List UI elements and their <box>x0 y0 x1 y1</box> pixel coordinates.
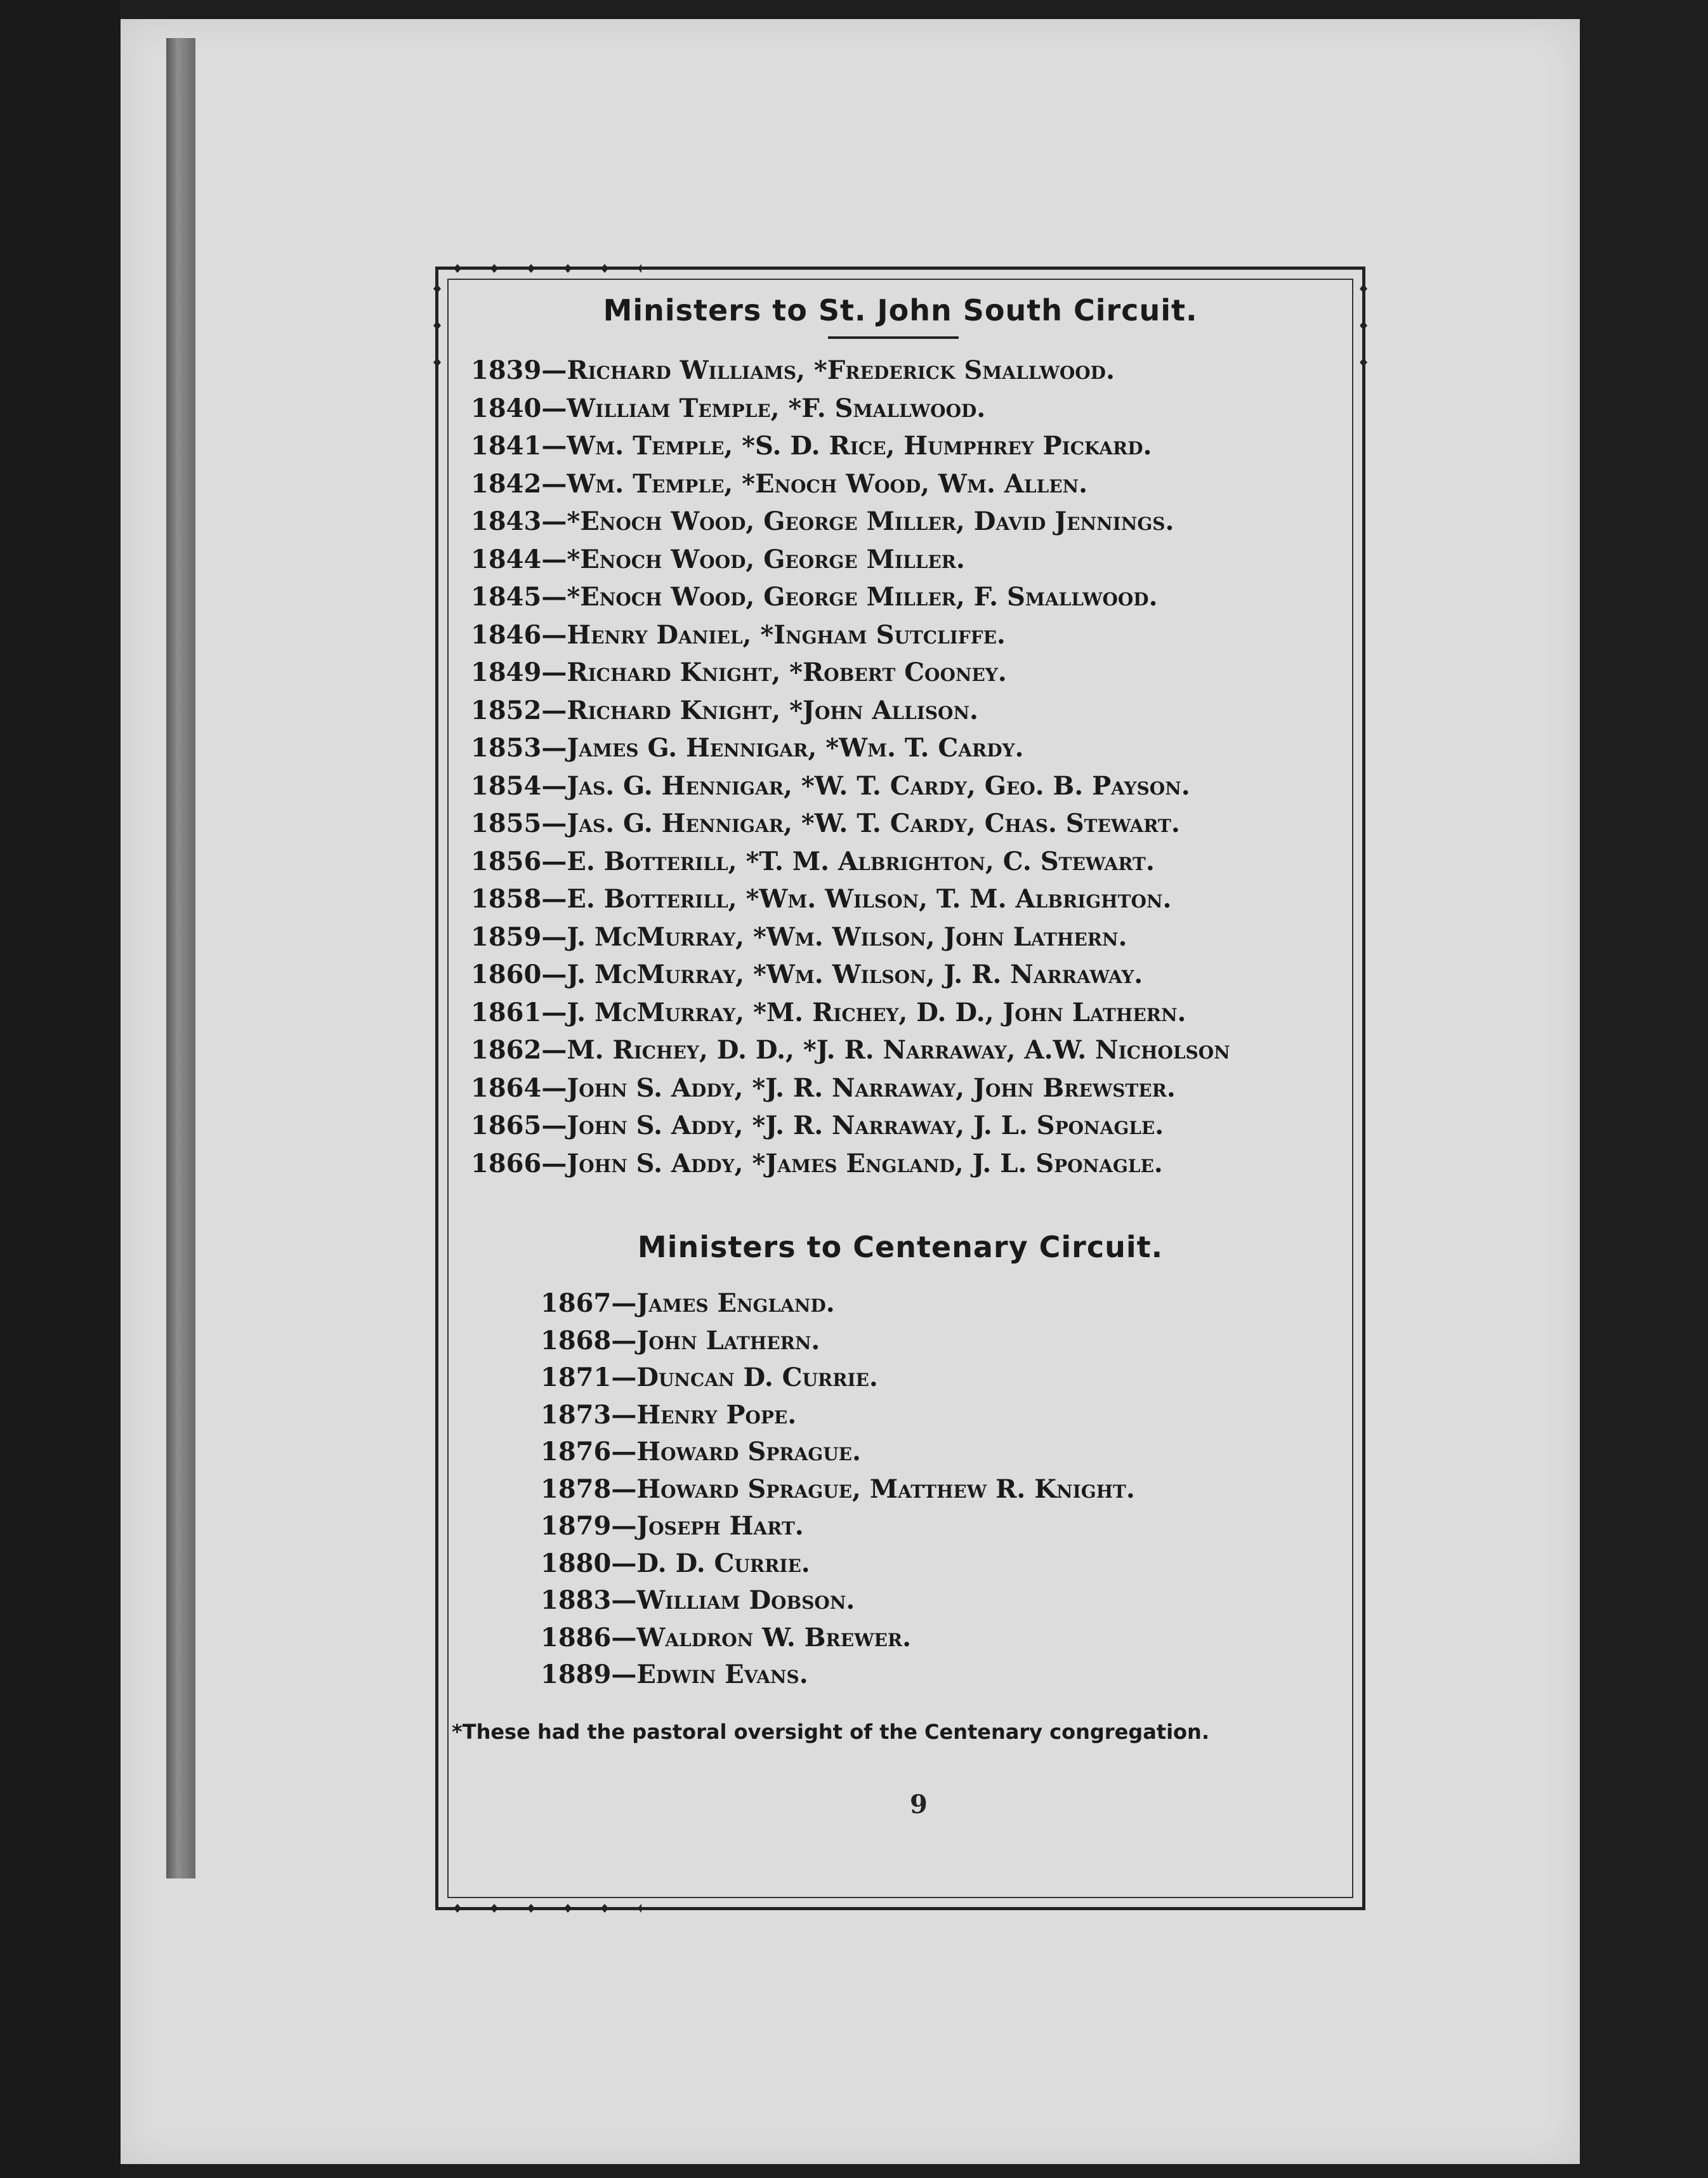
entry-dash: — <box>541 544 567 574</box>
entry-dash: — <box>541 997 567 1027</box>
minister-entry <box>471 808 1180 838</box>
entry-names: J. McMurray, *M. Richey, D. D., John Lathern. <box>567 997 1186 1027</box>
entry-year: 1880 <box>541 1548 612 1578</box>
entry-dash: — <box>541 808 567 838</box>
entry-dash: — <box>541 657 567 687</box>
entry-dash: — <box>541 1035 567 1065</box>
entry-dash: — <box>611 1585 637 1615</box>
entry-dash: — <box>541 733 567 763</box>
entry-names: John S. Addy, *James England, J. L. Sponagle. <box>567 1148 1163 1178</box>
entry-names: Waldron W. Brewer. <box>636 1622 912 1653</box>
entry-names: William Temple, *F. Smallwood. <box>567 393 986 423</box>
minister-entry <box>471 582 1158 612</box>
entry-year: 1841 <box>471 431 542 461</box>
entry-year: 1889 <box>541 1660 612 1689</box>
entry-year: 1843 <box>471 506 542 536</box>
entry-dash: — <box>541 619 567 650</box>
minister-entry <box>471 960 1143 989</box>
centenary-circuit-title: Ministers to Centenary Circuit. <box>637 1230 1164 1264</box>
scan-edge <box>0 0 121 2178</box>
entry-names: James England. <box>636 1288 835 1318</box>
entry-names: Henry Daniel, *Ingham Sutcliffe. <box>567 619 1006 650</box>
entry-names: E. Botterill, *T. M. Albrighton, C. Stewart. <box>567 846 1155 876</box>
entry-year: 1868 <box>541 1325 612 1356</box>
entry-year: 1855 <box>471 808 542 838</box>
minister-entry <box>541 1548 810 1578</box>
entry-year: 1839 <box>471 355 542 385</box>
entry-dash: — <box>611 1288 637 1318</box>
entry-dash: — <box>541 1111 567 1140</box>
entry-names: M. Richey, D. D., *J. R. Narraway, A.W. Nicholson <box>567 1035 1230 1065</box>
entry-year: 1861 <box>471 997 542 1027</box>
entry-year: 1856 <box>471 846 542 876</box>
entry-year: 1876 <box>541 1437 612 1467</box>
entry-dash: — <box>611 1660 637 1689</box>
entry-dash: — <box>541 960 567 989</box>
entry-names: Richard Williams, *Frederick Smallwood. <box>567 355 1115 385</box>
entry-dash: — <box>611 1548 637 1578</box>
south-circuit-title: Ministers to St. John South Circuit. <box>603 293 1198 327</box>
minister-entry <box>471 922 1127 952</box>
border-ornament-bottom <box>451 1904 641 1913</box>
entry-year: 1846 <box>471 619 542 650</box>
entry-year: 1878 <box>541 1474 612 1504</box>
entry-year: 1858 <box>471 884 542 914</box>
minister-entry <box>471 1149 1163 1178</box>
entry-names: John S. Addy, *J. R. Narraway, John Brewster. <box>567 1072 1176 1103</box>
minister-entry <box>541 1363 878 1392</box>
minister-entry <box>541 1437 861 1467</box>
entry-names: J. McMurray, *Wm. Wilson, John Lathern. <box>567 921 1127 952</box>
entry-names: John Lathern. <box>636 1325 820 1356</box>
entry-dash: — <box>541 770 567 801</box>
minister-entry <box>471 355 1115 385</box>
entry-names: Duncan D. Currie. <box>636 1363 878 1392</box>
binding-shadow <box>166 38 195 1878</box>
entry-names: William Dobson. <box>636 1585 855 1615</box>
entry-dash: — <box>611 1325 637 1356</box>
minister-entry <box>471 620 1006 650</box>
entry-names: Howard Sprague. <box>636 1437 861 1467</box>
entry-names: John S. Addy, *J. R. Narraway, J. L. Sponagle. <box>567 1111 1164 1140</box>
entry-names: *Enoch Wood, George Miller, David Jennings. <box>567 506 1174 536</box>
entry-names: Wm. Temple, *Enoch Wood, Wm. Allen. <box>567 468 1088 499</box>
minister-entry <box>471 733 1023 763</box>
entry-year: 1845 <box>471 582 542 612</box>
minister-entry <box>471 544 965 574</box>
entry-dash: — <box>541 506 567 536</box>
minister-entry <box>471 469 1087 499</box>
minister-entry <box>471 847 1155 876</box>
minister-entry <box>471 431 1152 461</box>
minister-entry <box>471 393 985 423</box>
entry-year: 1860 <box>471 960 542 989</box>
entry-dash: — <box>541 846 567 876</box>
entry-names: Richard Knight, *Robert Cooney. <box>567 657 1007 687</box>
entry-names: Wm. Temple, *S. D. Rice, Humphrey Pickard. <box>567 431 1152 461</box>
entry-year: 1859 <box>471 921 542 952</box>
entry-dash: — <box>611 1437 637 1467</box>
entry-year: 1864 <box>471 1072 542 1103</box>
entry-year: 1867 <box>541 1288 612 1318</box>
entry-year: 1866 <box>471 1148 542 1178</box>
entry-names: Edwin Evans. <box>636 1660 808 1689</box>
entry-dash: — <box>541 884 567 914</box>
entry-year: 1849 <box>471 657 542 687</box>
entry-year: 1853 <box>471 733 542 763</box>
border-ornament-top <box>451 264 641 273</box>
minister-entry <box>471 1035 1230 1065</box>
entry-dash: — <box>541 1148 567 1178</box>
minister-entry <box>541 1660 808 1689</box>
entry-names: Jas. G. Hennigar, *W. T. Cardy, Geo. B. Payson. <box>567 770 1190 801</box>
entry-year: 1886 <box>541 1622 612 1653</box>
entry-year: 1854 <box>471 770 542 801</box>
minister-entry <box>541 1585 855 1615</box>
entry-dash: — <box>611 1511 637 1541</box>
entry-dash: — <box>611 1399 637 1430</box>
entry-year: 1873 <box>541 1399 612 1430</box>
entry-dash: — <box>541 582 567 612</box>
entry-year: 1879 <box>541 1511 612 1541</box>
entry-year: 1862 <box>471 1035 542 1065</box>
minister-entry <box>541 1511 804 1541</box>
minister-entry <box>471 657 1007 687</box>
entry-dash: — <box>541 431 567 461</box>
minister-entry <box>471 771 1190 801</box>
entry-year: 1883 <box>541 1585 612 1615</box>
entry-year: 1871 <box>541 1363 612 1392</box>
entry-names: Joseph Hart. <box>636 1511 804 1541</box>
entry-names: Henry Pope. <box>636 1399 797 1430</box>
entry-dash: — <box>541 1072 567 1103</box>
minister-entry <box>471 696 978 725</box>
entry-names: D. D. Currie. <box>636 1548 810 1578</box>
entry-dash: — <box>541 921 567 952</box>
minister-entry <box>541 1288 835 1318</box>
minister-entry <box>471 506 1174 536</box>
entry-dash: — <box>611 1474 637 1504</box>
entry-year: 1844 <box>471 544 542 574</box>
entry-names: *Enoch Wood, George Miller, F. Smallwood. <box>567 582 1158 612</box>
entry-names: James G. Hennigar, *Wm. T. Cardy. <box>567 733 1024 763</box>
minister-entry <box>471 998 1186 1027</box>
entry-dash: — <box>541 695 567 725</box>
entry-names: Richard Knight, *John Allison. <box>567 695 978 725</box>
entry-dash: — <box>611 1622 637 1653</box>
entry-dash: — <box>611 1363 637 1392</box>
minister-entry <box>541 1326 820 1356</box>
minister-entry <box>541 1400 796 1430</box>
title-rule <box>828 336 959 339</box>
entry-names: *Enoch Wood, George Miller. <box>567 544 965 574</box>
minister-entry <box>471 1073 1176 1103</box>
entry-names: Howard Sprague, Matthew R. Knight. <box>636 1474 1135 1504</box>
entry-year: 1840 <box>471 393 542 423</box>
entry-names: Jas. G. Hennigar, *W. T. Cardy, Chas. Stewart. <box>567 808 1180 838</box>
entry-dash: — <box>541 355 567 385</box>
minister-entry <box>541 1623 911 1653</box>
footnote: *These had the pastoral oversight of the Centenary congregation. <box>452 1720 1209 1744</box>
entry-year: 1865 <box>471 1111 542 1140</box>
entry-dash: — <box>541 393 567 423</box>
page-number: 9 <box>910 1790 928 1819</box>
minister-entry <box>471 1111 1164 1140</box>
entry-names: E. Botterill, *Wm. Wilson, T. M. Albrighton. <box>567 884 1172 914</box>
entry-dash: — <box>541 468 567 499</box>
minister-entry <box>541 1474 1135 1504</box>
entry-names: J. McMurray, *Wm. Wilson, J. R. Narraway. <box>567 960 1143 989</box>
minister-entry <box>471 884 1171 914</box>
entry-year: 1842 <box>471 468 542 499</box>
entry-year: 1852 <box>471 695 542 725</box>
